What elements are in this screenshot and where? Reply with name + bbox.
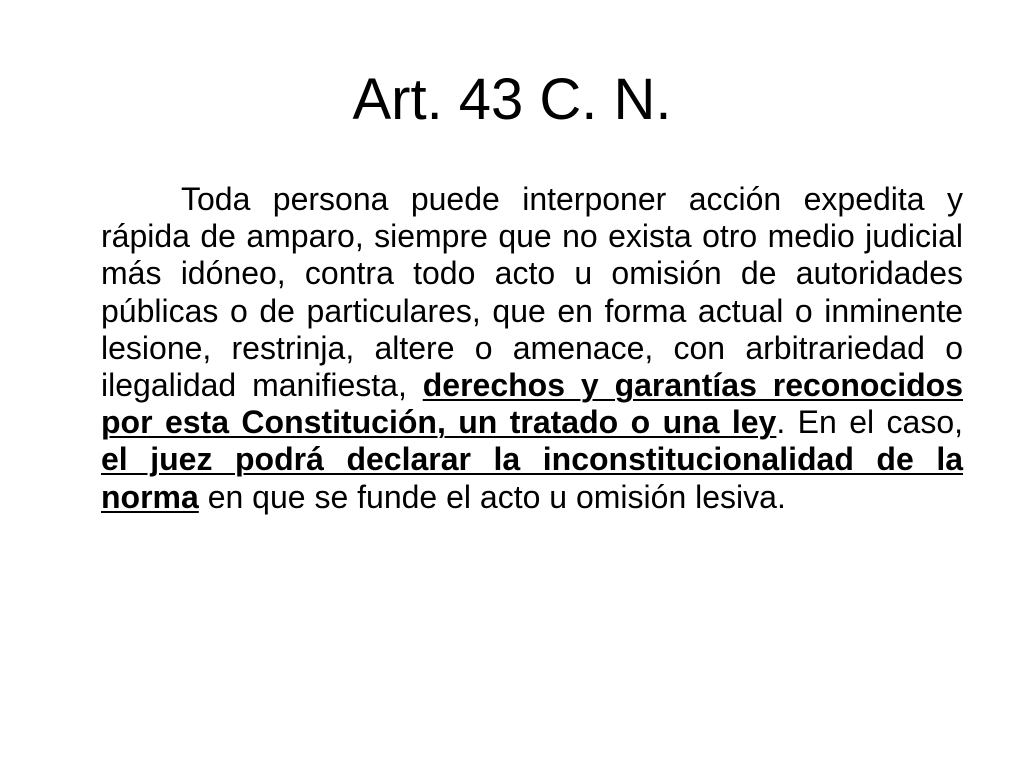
article-text — [101, 181, 963, 516]
slide-title: Art. 43 C. N. — [352, 67, 672, 132]
text-segment-2: . En el caso, — [776, 404, 964, 441]
emphasis-rights-guarantees: derechos y garantías reconocidos por esta Constitución, un tratado o una ley — [101, 367, 964, 441]
text-segment-1: Toda persona puede interponer acción expedita y rápida de amparo, siempre que no exista otro medio judicial más idóneo, contra todo acto u omisión de autoridades públicas o de particulares, que en forma actual o inminente lesione, restrinja, altere o amenace, con arbitrariedad o ilegalidad manifiesta, — [101, 181, 963, 404]
emphasis-unconstitutionality: el juez podrá declarar la inconstitucionalidad de la norma — [101, 441, 963, 515]
text-segment-3: en que se funde el acto u omisión lesiva. — [198, 478, 786, 515]
